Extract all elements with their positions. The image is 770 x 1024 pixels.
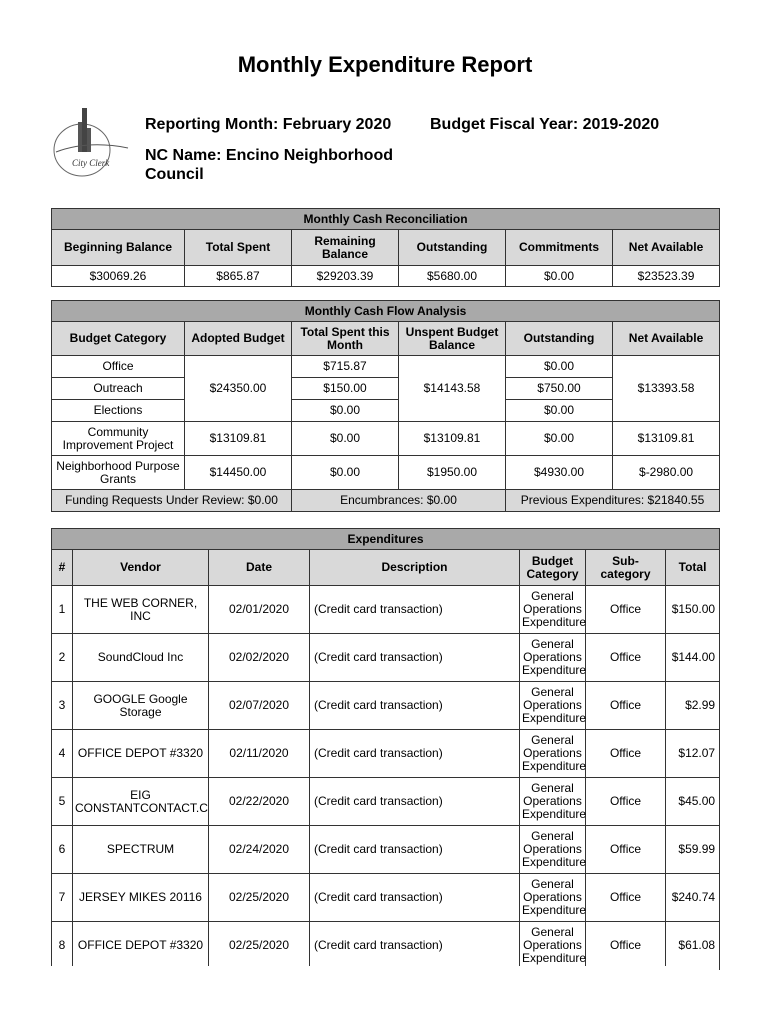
col-header: Total [666,550,720,586]
expenditure-subcategory: Office [586,874,666,922]
table-row [52,682,720,730]
spent: $0.00 [292,456,399,490]
spent: $0.00 [292,400,399,422]
expenditure-subcategory: Office [586,922,666,970]
expenditure-total: $12.07 [666,730,720,778]
col-header: Total Spent this Month [292,322,399,356]
expenditure-date: 02/02/2020 [209,634,310,682]
adopted-budget: $13109.81 [185,422,292,456]
expenditure-num: 1 [52,586,73,634]
expenditure-category: General Operations Expenditure [520,922,586,970]
unspent-balance: $14143.58 [399,356,506,422]
col-header: Budget Category [52,322,185,356]
budget-category: Neighborhood Purpose Grants [52,456,185,490]
col-header: Sub-category [586,550,666,586]
unspent-balance: $1950.00 [399,456,506,490]
budget-category: Outreach [52,378,185,400]
col-header: Date [209,550,310,586]
expenditure-description: (Credit card transaction) [310,730,520,778]
col-header: Budget Category [520,550,586,586]
expenditure-date: 02/11/2020 [209,730,310,778]
total-spent: $865.87 [185,266,292,287]
cash-flow-table [51,300,720,512]
table-row [52,730,720,778]
expenditure-total: $144.00 [666,634,720,682]
beginning-balance: $30069.26 [52,266,185,287]
expenditure-date: 02/07/2020 [209,682,310,730]
expenditure-description: (Credit card transaction) [310,874,520,922]
encumbrances: Encumbrances: $0.00 [292,490,506,512]
remaining-balance: $29203.39 [292,266,399,287]
spent: $715.87 [292,356,399,378]
expenditure-vendor: SPECTRUM [73,826,209,874]
table-row [52,826,720,874]
report-title: Monthly Expenditure Report [237,52,533,77]
col-header: # [52,550,73,586]
outstanding: $5680.00 [399,266,506,287]
budget-category: Elections [52,400,185,422]
expenditure-subcategory: Office [586,778,666,826]
col-header: Adopted Budget [185,322,292,356]
expenditure-num: 2 [52,634,73,682]
outstanding: $0.00 [506,356,613,378]
expenditure-category: General Operations Expenditure [520,682,586,730]
expenditure-date: 02/22/2020 [209,778,310,826]
spent: $150.00 [292,378,399,400]
table-row [52,586,720,634]
fiscal-year: Budget Fiscal Year: 2019-2020 [430,116,660,133]
expenditure-total: $61.08 [666,922,720,970]
reporting-month: Reporting Month: February 2020 [145,116,392,133]
expenditure-date: 02/24/2020 [209,826,310,874]
col-header: Total Spent [185,230,292,266]
previous-expenditures: Previous Expenditures: $21840.55 [506,490,720,512]
expenditure-description: (Credit card transaction) [310,922,520,970]
page-bottom-cutoff [51,966,719,1024]
budget-category: Office [52,356,185,378]
expenditure-total: $150.00 [666,586,720,634]
expenditure-vendor: GOOGLE Google Storage [73,682,209,730]
col-header: Outstanding [399,230,506,266]
expenditure-total: $240.74 [666,874,720,922]
funding-requests: Funding Requests Under Review: $0.00 [52,490,292,512]
expenditure-num: 3 [52,682,73,730]
outstanding: $4930.00 [506,456,613,490]
nc-name-line1: NC Name: Encino Neighborhood [145,147,393,164]
col-header: Outstanding [506,322,613,356]
net-available: $23523.39 [613,266,720,287]
col-header: Commitments [506,230,613,266]
expenditure-category: General Operations Expenditure [520,586,586,634]
expenditure-total: $59.99 [666,826,720,874]
cash-reconciliation-table [51,208,720,287]
expenditure-vendor: SoundCloud Inc [73,634,209,682]
expenditure-vendor: THE WEB CORNER, INC [73,586,209,634]
expenditure-vendor: JERSEY MIKES 20116 [73,874,209,922]
city-clerk-logo [48,100,133,185]
expenditure-category: General Operations Expenditure [520,730,586,778]
spent: $0.00 [292,422,399,456]
col-header: Description [310,550,520,586]
table-row [52,634,720,682]
expenditure-date: 02/01/2020 [209,586,310,634]
unspent-balance: $13109.81 [399,422,506,456]
col-header: Net Available [613,322,720,356]
expenditure-date: 02/25/2020 [209,922,310,970]
expenditure-description: (Credit card transaction) [310,778,520,826]
expenditure-description: (Credit card transaction) [310,634,520,682]
commitments: $0.00 [506,266,613,287]
col-header: Remaining Balance [292,230,399,266]
expenditure-num: 8 [52,922,73,970]
table-row [52,922,720,970]
budget-category: Community Improvement Project [52,422,185,456]
expenditure-total: $2.99 [666,682,720,730]
expenditure-subcategory: Office [586,730,666,778]
expenditure-num: 6 [52,826,73,874]
expenditure-date: 02/25/2020 [209,874,310,922]
expenditure-category: General Operations Expenditure [520,778,586,826]
expenditure-subcategory: Office [586,586,666,634]
net-available: $13393.58 [613,356,720,422]
expenditure-num: 4 [52,730,73,778]
expenditure-category: General Operations Expenditure [520,874,586,922]
expenditure-vendor: EIG CONSTANTCONTACT.C [73,778,209,826]
svg-text:City Clerk: City Clerk [72,158,110,168]
adopted-budget: $24350.00 [185,356,292,422]
expenditure-subcategory: Office [586,634,666,682]
col-header: Net Available [613,230,720,266]
col-header: Beginning Balance [52,230,185,266]
table-row [52,778,720,826]
net-available: $-2980.00 [613,456,720,490]
expenditures-table [51,528,720,970]
expenditure-description: (Credit card transaction) [310,682,520,730]
net-available: $13109.81 [613,422,720,456]
adopted-budget: $14450.00 [185,456,292,490]
section-title: Monthly Cash Reconciliation [52,209,720,230]
section-title: Monthly Cash Flow Analysis [52,301,720,322]
expenditure-total: $45.00 [666,778,720,826]
outstanding: $0.00 [506,400,613,422]
nc-name-line2: Council [145,166,204,183]
outstanding: $0.00 [506,422,613,456]
expenditure-category: General Operations Expenditure [520,634,586,682]
expenditure-description: (Credit card transaction) [310,826,520,874]
expenditure-vendor: OFFICE DEPOT #3320 [73,922,209,970]
outstanding: $750.00 [506,378,613,400]
expenditure-category: General Operations Expenditure [520,826,586,874]
expenditure-vendor: OFFICE DEPOT #3320 [73,730,209,778]
expenditure-num: 7 [52,874,73,922]
expenditure-description: (Credit card transaction) [310,586,520,634]
col-header: Vendor [73,550,209,586]
table-row [52,874,720,922]
expenditure-num: 5 [52,778,73,826]
expenditure-subcategory: Office [586,826,666,874]
col-header: Unspent Budget Balance [399,322,506,356]
expenditure-subcategory: Office [586,682,666,730]
section-title: Expenditures [52,529,720,550]
